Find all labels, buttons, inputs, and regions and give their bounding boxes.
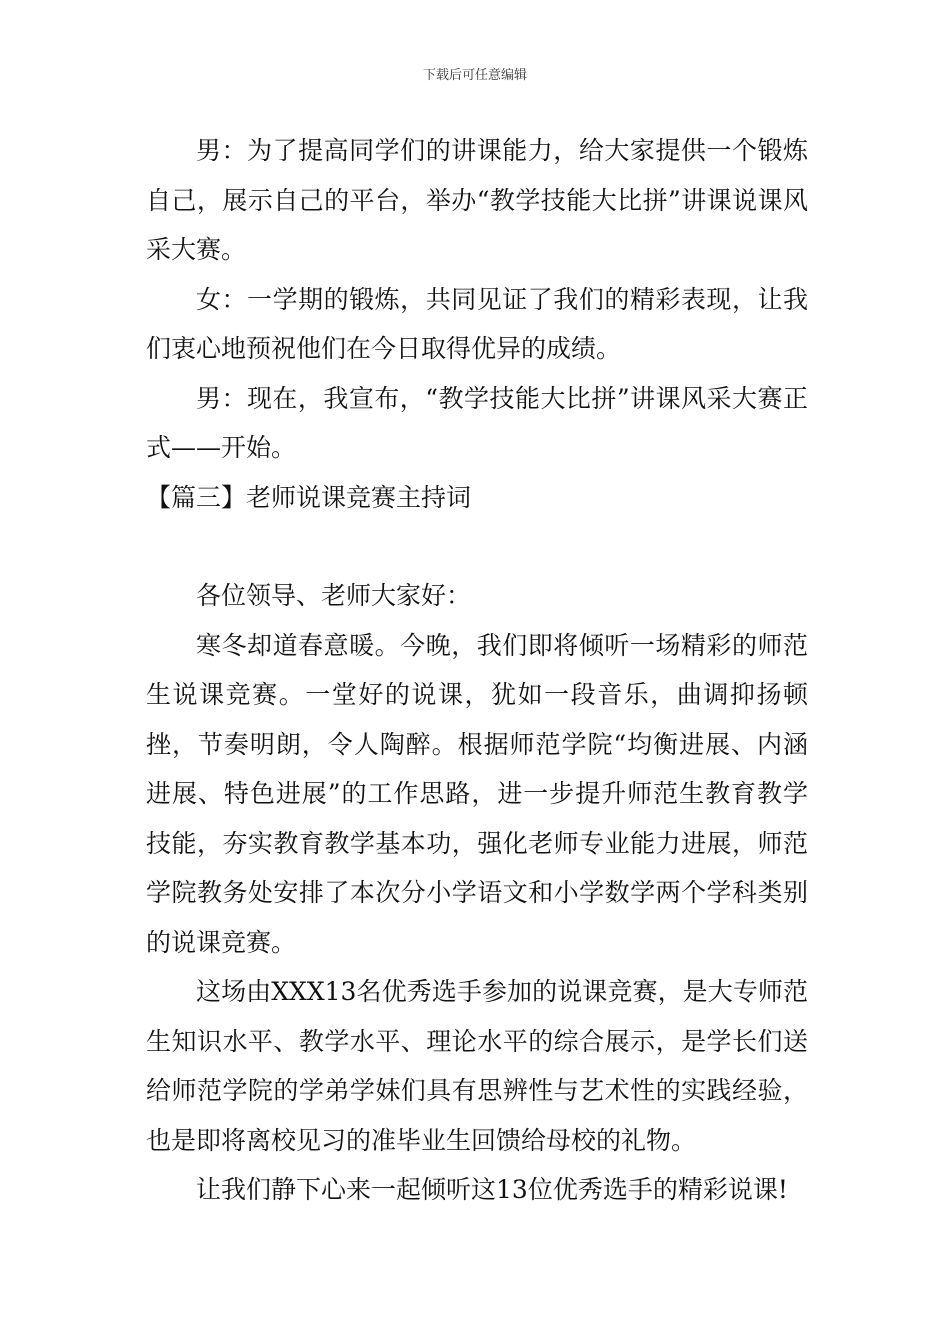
paragraph-male-host-announce: 男：现在，我宣布，“教学技能大比拼”讲课风采大赛正式——开始。 [146, 383, 808, 462]
section-heading: 【篇三】老师说课竞赛主持词 [146, 482, 472, 512]
page-header-note: 下载后可任意编辑 [422, 68, 527, 83]
paragraph-opening: 寒冬却道春意暖。今晚，我们即将倾听一场精彩的师范生说课竞赛。一堂好的说课，犹如一段音乐，曲调抑扬顿挫，节奏明朗，令人陶醉。根据师范学院“均衡进展、内涵进展、特色进展”的工作思路，进一步提升师范生教育教学技能，夯实教育教学基本功，强化老师专业能力进展，师范学院教务处安排了本次分小学语文和小学数学两个学科类别的说课竞赛。 [146, 630, 808, 957]
paragraph-closing: 让我们静下心来一起倾听这13位优秀选手的精彩说课! [196, 1175, 788, 1204]
paragraph-greeting: 各位领导、老师大家好： [196, 581, 472, 610]
document-body [146, 126, 808, 1215]
paragraph-contest-description: 这场由XXX13名优秀选手参加的说课竞赛，是大专师范生知识水平、教学水平、理论水平的综合展示，是学长们送给师范学院的学弟学妹们具有思辨性与艺术性的实践经验，也是即将离校见习的准毕业生回馈给母校的礼物。 [146, 977, 808, 1155]
paragraph-female-host-wish: 女：一学期的锻炼，共同见证了我们的精彩表现，让我们衷心地预祝他们在今日取得优异的成绩。 [146, 284, 808, 363]
blank-line [146, 522, 808, 571]
paragraph-male-host-intro: 男：为了提高同学们的讲课能力，给大家提供一个锻炼自己，展示自己的平台，举办“教学技能大比拼”讲课说课风采大赛。 [146, 136, 808, 264]
